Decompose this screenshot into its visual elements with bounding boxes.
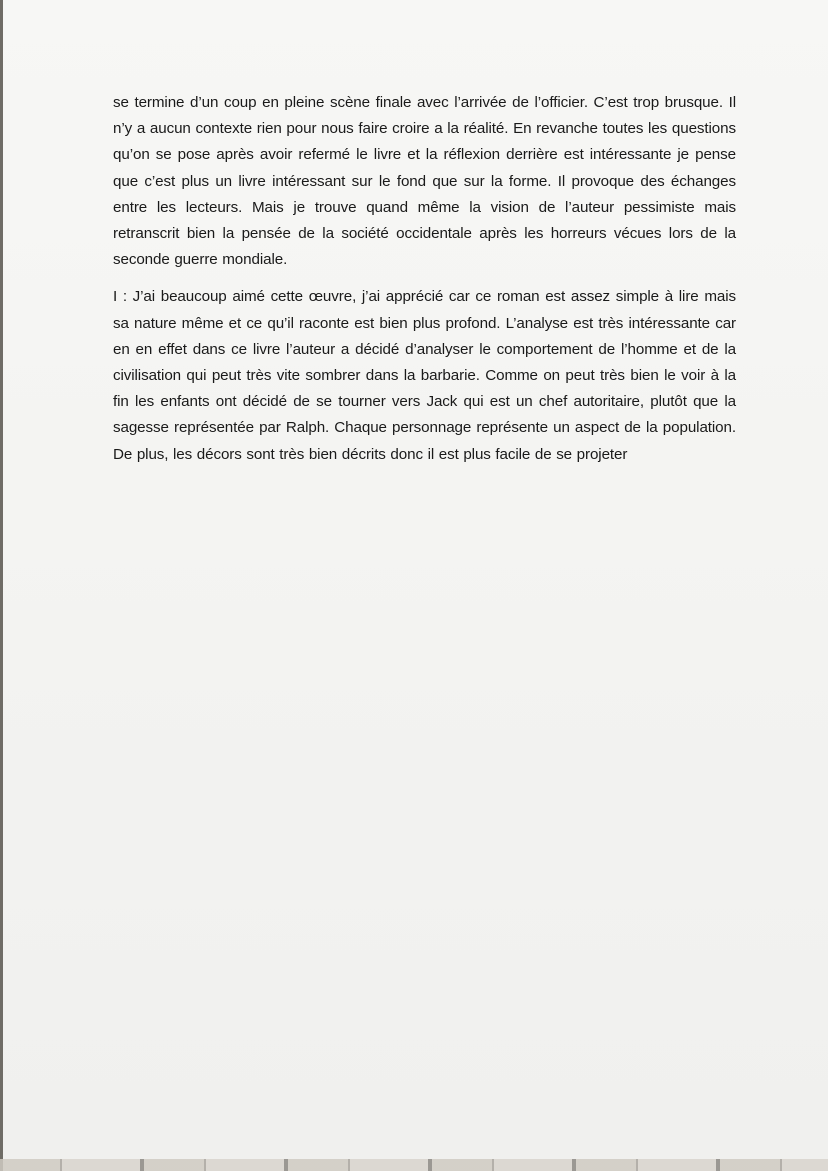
page-content [113, 90, 736, 479]
page-bottom-edge [0, 1159, 828, 1171]
page-left-edge [0, 0, 3, 1171]
paragraph-2: I : J’ai beaucoup aimé cette œuvre, j’ai apprécié car ce roman est assez simple à lire mais sa nature même et ce qu’il raconte est bien plus profond. L’analyse est très intéressante car en en effet dans ce livre l’auteur a décidé d’analyser le comportement de l’homme et de la civilisation qui peut très vite sombrer dans la barbarie. Comme on peut très bien le voir à la fin les enfants ont décidé de se tourner vers Jack qui est un chef autoritaire, plutôt que la sagesse représentée par Ralph. Chaque personnage représente un aspect de la population. De plus, les décors sont très bien décrits donc il est plus facile de se projeter [113, 288, 736, 463]
paragraph-1: se termine d’un coup en pleine scène finale avec l’arrivée de l’officier. C’est trop brusque. Il n’y a aucun contexte rien pour nous faire croire a la réalité. En revanche toutes les questions qu’on se pose après avoir refermé le livre et la réflexion derrière est intéressante je pense que c’est plus un livre intéressant sur le fond que sur la forme. Il provoque des échanges entre les lecteurs. Mais je trouve quand même la vision de l’auteur pessimiste mais retranscrit bien la pensée de la société occidentale après les horreurs vécues lors de la seconde guerre mondiale. [113, 94, 736, 269]
